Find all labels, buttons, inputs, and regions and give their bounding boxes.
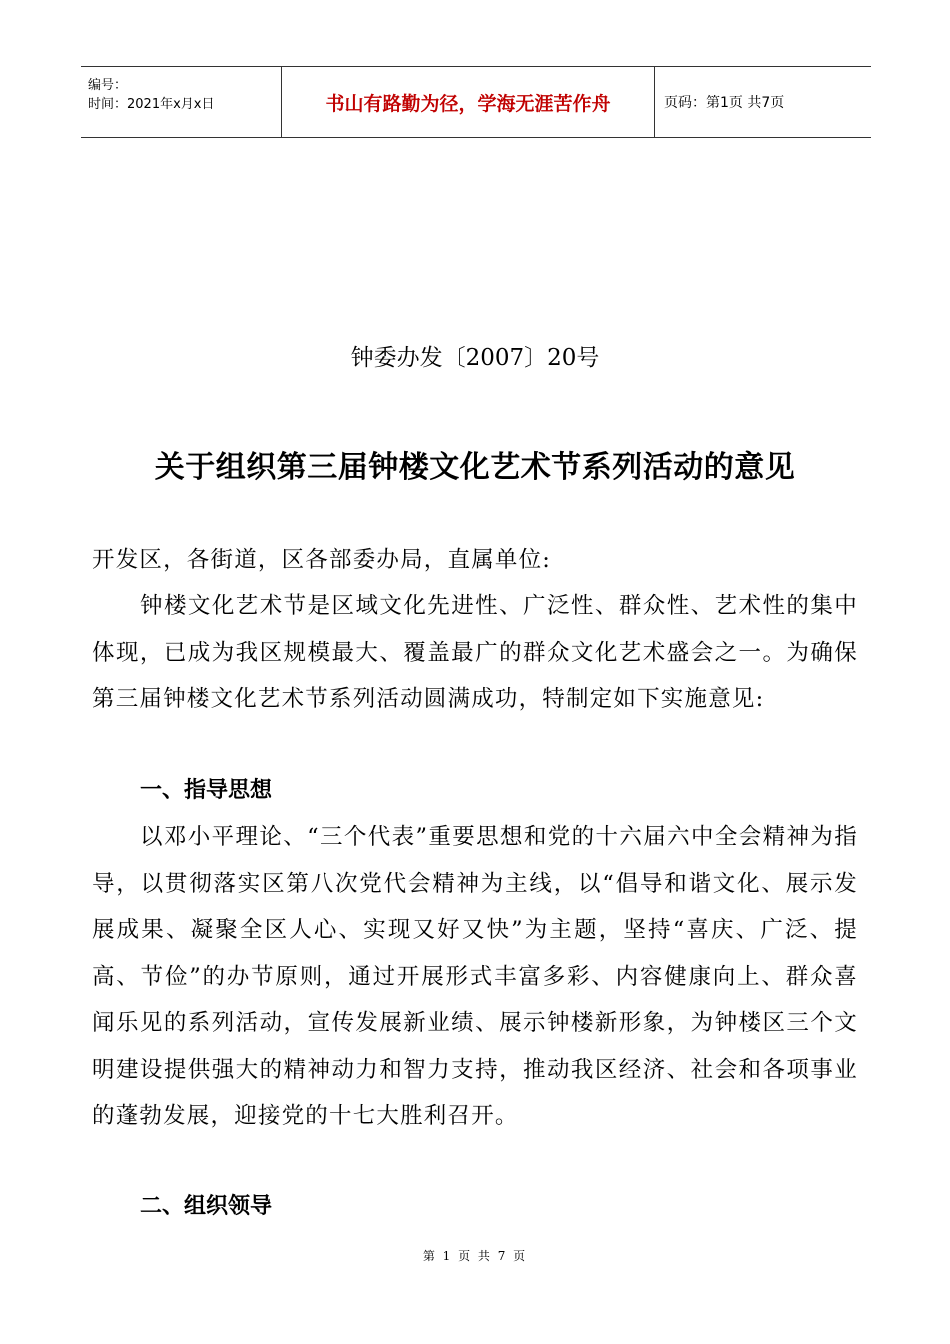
salutation: 开发区，各街道，区各部委办局，直属单位:: [92, 547, 552, 573]
header-motto: 书山有路勤为径，学海无涯苦作舟: [281, 67, 655, 137]
guiding-ideology-paragraph: 以邓小平理论、“三个代表”重要思想和党的十六届六中全会精神为指导，以贯彻落实区第八次党代会精神为主线，以“倡导和谐文化、展示发展成果、凝聚全区人心、实现又好又快”为主题，坚持“喜庆、广泛、提高、节俭”的办节原则，通过开展形式丰富多彩、内容健康向上、群众喜闻乐见的系列活动，宣传发展新业绩、展示钟楼新形象，为钟楼区三个文明建设提供强大的精神动力和智力支持，推动我区经济、社会和各项事业的蓬勃发展，迎接党的十七大胜利召开。: [92, 824, 858, 1129]
number-label: 编号：: [88, 78, 128, 93]
header-meta-cell: [81, 67, 281, 137]
document-title: 关于组织第三届钟楼文化艺术节系列活动的意见: [154, 450, 796, 485]
document-number: 钟委办发〔2007〕20号: [350, 345, 600, 371]
page-footer: 第 1 页 共 7 页: [422, 1249, 528, 1263]
header-page-info: 页码：第1页 共7页: [664, 95, 785, 111]
section-heading-organization: 二、组织领导: [140, 1194, 273, 1219]
section-heading-guiding-ideology: 一、指导思想: [140, 778, 273, 803]
intro-paragraph: 钟楼文化艺术节是区域文化先进性、广泛性、群众性、艺术性的集中体现，已成为我区规模最大、覆盖最广的群众文化艺术盛会之一。为确保第三届钟楼文化艺术节系列活动圆满成功，特制定如下实施意见:: [92, 593, 858, 712]
header-table: [81, 66, 871, 138]
time-label: 时间：2021年x月x日: [88, 97, 215, 112]
